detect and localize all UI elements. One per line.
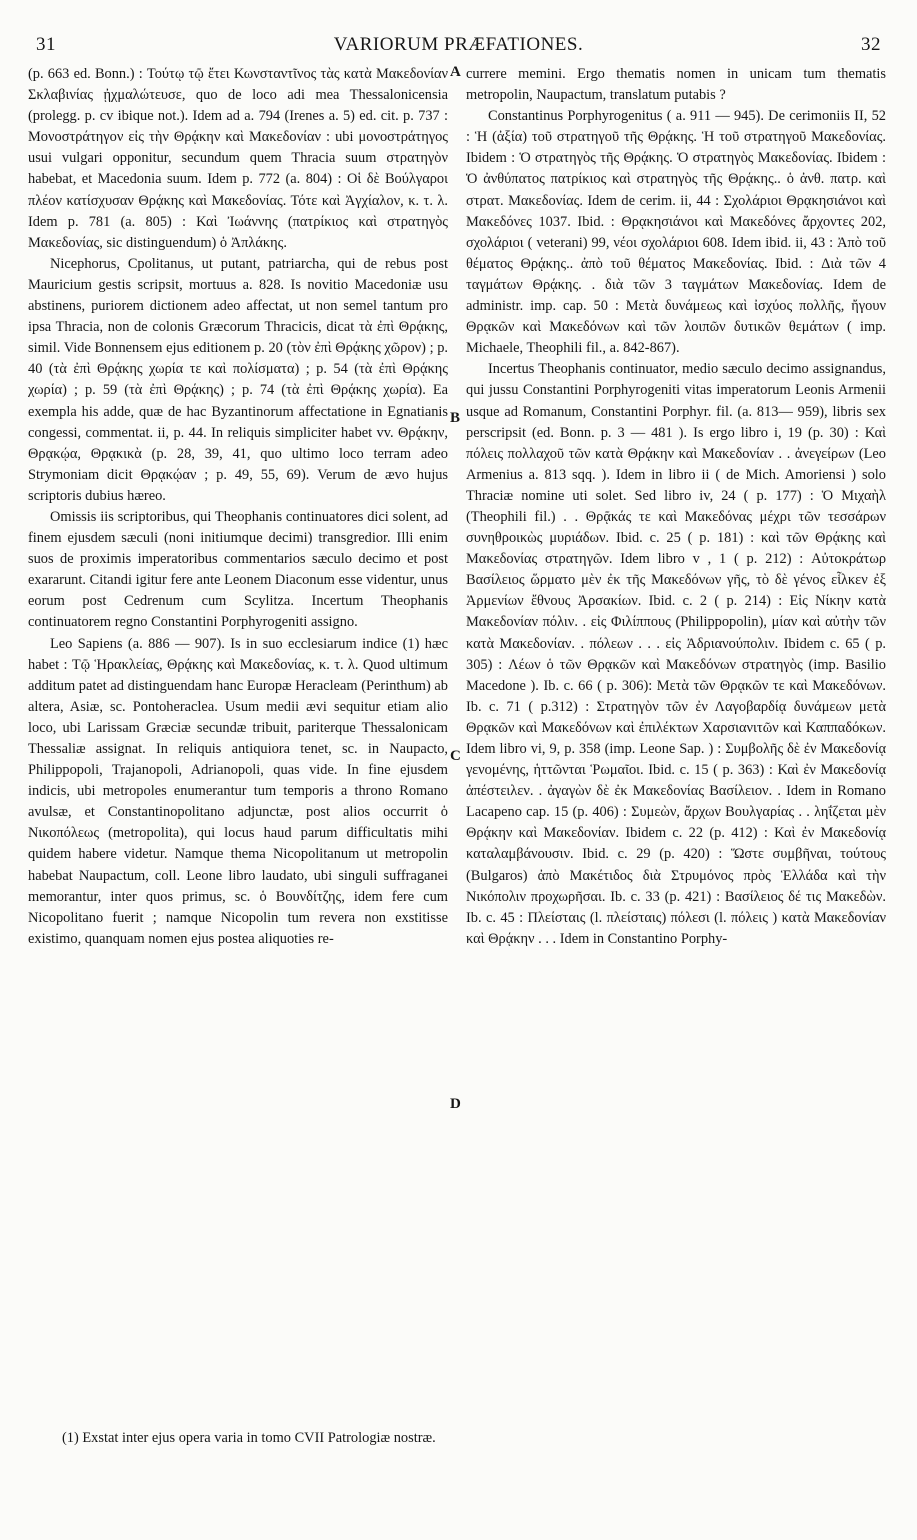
running-title: VARIORUM PRÆFATIONES. (333, 34, 584, 55)
paragraph: Constantinus Porphyrogenitus ( a. 911 — 945). De cerimoniis II, 52 : Ἡ (ἀξία) τοῦ στρατηγοῦ τῆς Θρᾴκης. Ἡ τοῦ στρατηγοῦ Μακεδονίας. Ibidem : Ὁ στρατηγὸς τῆς Θρᾴκης. Ὁ στρατηγὸς Μακεδονίας. Ibidem : Ὁ ἀνθύπατος πατρίκιος καὶ στρατηγὸς τῆς Θρᾴκης.. ὁ ἀνθ. πατρ. καὶ στρατ. Μακεδονίας. Idem de cerim. ii, 44 : Σχολάριοι Θρᾳκησιάνοι καὶ Μακεδόνες 1037. Ibid. : Θρᾳκησιάνοι καὶ Μακεδόνες ἄρχοντες 202, σχολάριοι ( veterani) 99, νέοι σχολάριοι 608. Idem ibid. ii, 43 : Ἀπὸ τοῦ θέματος Θρᾴκης.. ἀπὸ τοῦ θέματος Μακεδονίας. Ibid. : Διὰ τῶν 4 ταγμάτων Θρᾴκης. . διὰ τῶν 3 ταγμάτων Μακεδονίας. Idem de administr. imp. cap. 50 : Μετὰ δυνάμεως καὶ ἰσχύος πολλῆς, ἤγουν Θρᾳκῶν καὶ Μακεδόνων καὶ τῶν λοιπῶν δυτικῶν θεμάτων ( imp. Michaele, Theophili fil., a. 842-867). (466, 108, 886, 357)
page-header (36, 34, 881, 60)
margin-marker-c: C (450, 748, 461, 764)
page-number-left: 31 (36, 34, 56, 55)
margin-marker-b: B (450, 410, 461, 426)
page-number-right: 32 (861, 34, 881, 55)
paragraph: Incertus Theophanis continuator, medio sæculo decimo assignandus, qui jussu Constantini Porphyrogeniti vitas imperatorum Leonis Armenii usque ad Romanum, Constantini Porphyr. fil. (a. 813— 959), libris sex perscripsit (ed. Bonn. p. 3 — 481 ). Is ergo libro i, 19 (p. 30) : Καὶ πόλεις πολλαχοῦ τῶν κατὰ Θρᾴκην καὶ Μακεδονίαν . . ἀνεγείρων (Leo Armenius a. 813 sqq. ). Idem in libro ii ( de Mich. Amoriensi ) solo Thraciæ nomine uti solet. Sed libro iv, 24 ( p. 177) : Ὁ Μιχαὴλ (Theophili fil.) . . Θρᾷκάς τε καὶ Μακεδόνας μέχρι τῶν τεσσάρων συνηθροικὼς μυριάδων. Ibid. c. 25 ( p. 181) : καὶ τῶν Θρᾴκης καὶ Μακεδονίας στρατηγῶν. Idem libro v , 1 ( p. 212) : Αὐτοκράτωρ Βασίλειος ὥρματο μὲν ἐκ τῆς Μακεδόνων γῆς, τὸ δὲ γένος εἷλκεν ἐξ Ἀρμενίων ἔθνους Ἀρσακίων. Ibid. c. 2 ( p. 214) : Εἰς Νίκην κατὰ Μακεδονίαν πόλιν. . εἰς Φιλίππους (Philippopolin), μίαν καὶ αὐτὴν τῶν κατὰ Μακεδονίαν. . πόλεων . . . εἰς Ἀδριανούπολιν. Ibidem c. 65 ( p. 305) : Λέων ὁ τῶν Θρᾳκῶν καὶ Μακεδόνων στρατηγὸς (imp. Basilio Macedone ). Ib. c. 66 ( p. 306): Μετὰ τῶν Θρᾳκῶν τε καὶ Μακεδόνων. Ib. c. 71 ( p.312) : Στρατηγὸν τῶν ἐν Λαγοβαρδίᾳ δυνάμεων μετὰ Θρᾳκῶν καὶ Μακεδόνων καὶ ἐπιλέκτων Χαρσιανιτῶν καὶ Καππαδόκων. Idem libro vi, 9, p. 358 (imp. Leone Sap. ) : Συμβολῆς δὲ ἐν Μακεδονίᾳ γενομένης, ἡττῶνται Ῥωμαῖοι. Ibid. c. 15 ( p. 363) : Καὶ ἐν Μακεδονίᾳ ἀπέστειλεν. . ἀγαγὼν δὲ ἐκ Μακεδονίας Βασίλειον. . Idem in Romano Lacapeno cap. 15 (p. 406) : Συμεὼν, ἄρχων Βουλγαρίας . . ληΐζεται μὲν Θρᾴκην καὶ Μακεδονίαν. Ibidem c. 22 (p. 412) : Καὶ ἐν Μακεδονίᾳ καταλαμβάνουσιν. Ibid. c. 29 (p. 420) : Ὥστε συμβῆναι, τούτους (Bulgaros) ἀπὸ Μακέτιδος διὰ Στρυμόνος πρὸς Ἑλλάδα καὶ τὴν Νικόπολιν προχωρῆσαι. Ib. c. 33 (p. 421) : Βασίλειος δέ τις Μακεδὼν. Ib. c. 45 : Πλείσταις (l. πλείσταις) πόλεσι (l. πόλεις ) κατὰ Μακεδονίαν καὶ Θρᾴκην . . . Idem in Constantino Porphy- (466, 361, 886, 947)
paragraph: Leo Sapiens (a. 886 — 907). Is in suo ecclesiarum indice (1) hæc habet : Τῷ Ἡρακλείας, Θρᾴκης καὶ Μακεδονίας, κ. τ. λ. Quod ultimum additum patet ad distinguendam hanc Europæ Heracleam (Perinthum) ab altera, Asiæ, sc. Pontoheraclea. Usum medii ævi sequitur etiam alio loco, ubi Larissam Græciæ secundæ tribuit, pariterque Thessalonicam Thessaliæ assignat. In reliquis antiquiora tenet, sc. in Naupacto, Philippopoli, Trajanopoli, Adrianopoli, quas vide. In fine ejusdem indicis, ubi metropoles enumerantur tum temporis a throno Romano avulsæ, et Constantinopolitano adjunctæ, post alios occurrit ὁ Νικοπόλεως (metropolita), qui locus haud parum difficultatis mihi quidem habere videtur. Namque thema Nicopolitanum ut metropolin habebat Naupactum, coll. Leone libro laudato, ubi singuli suffraganei memorantur, inter quos primus, sc. ὁ Βουνδίτζης, idem fere cum Nicopolitano fuerit ; namque Nicopolin tum revera non exstitisse existimo, quanquam nomen ejus postea aliquoties re- (28, 635, 448, 947)
footnote: (1) Exstat inter ejus opera varia in tomo CVII Patrologiæ nostræ. (62, 1430, 436, 1446)
paragraph: Omissis iis scriptoribus, qui Theophanis continuatores dici solent, ad finem ejusdem sæculi (noni initiumque decimi) transgredior. Illi enim suos de proximis imperatoribus commentarios sæculo decimo et post exararunt. Citandi igitur fere ante Leonem Diaconum esse videntur, unus eorum post Cedrenum cum Scylitza. Incertum Theophanis continuatorem regno Constantini Porphyrogeniti assigno. (28, 508, 448, 631)
left-column (28, 64, 448, 950)
paragraph: (p. 663 ed. Bonn.) : Τούτῳ τῷ ἔτει Κωνσταντῖνος τὰς κατὰ Μακεδονίαν Σκλαβινίας ᾐχμαλώτευσε, quo de loco adi mea Thessalonicensia (prolegg. p. cv ibique not.). Idem ad a. 794 (Irenes a. 5) ed. cit. p. 737 : Μονοστράτηγον εἰς τὴν Θρᾴκην καὶ Μακεδονίαν : ubi μονοστράτηγος usui vulgari opponitur, secundum quem Thracia suum στρατηγὸν habebat, et Macedonia suum. Idem p. 772 (a. 804) : Οἱ δὲ Βούλγαροι πλέον κατίσχυσαν Θρᾴκης καὶ Μακεδονίας. Τότε καὶ Ἀγχίαλον, κ. τ. λ. Idem p. 781 (a. 805) : Καὶ Ἰωάννης (πατρίκιος καὶ στρατηγὸς Μακεδονίας, sic distinguendum) ὁ Ἀπλάκης. (28, 66, 448, 251)
paragraph: currere memini. Ergo thematis nomen in unicam tum thematis metropolin, Naupactum, translatum putabis ? (466, 66, 886, 104)
margin-marker-d: D (450, 1096, 461, 1112)
margin-marker-a: A (450, 64, 461, 80)
right-column (466, 64, 886, 950)
paragraph: Nicephorus, Cpolitanus, ut putant, patriarcha, qui de rebus post Mauricium gestis scripsit, mortuus a. 828. Is novitio Macedoniæ usu abstinens, puriorem dictionem adeo affectat, ut non semel tantum pro ipsa Thracia, non de colonis Græcorum Thracicis, dicat τὰ ἐπὶ Θρᾴκης, simil. Vide Bonnensem ejus editionem p. 20 (τὸν ἐπὶ Θρᾴκης χῶρον) ; p. 40 (τὰ ἐπὶ Θρᾴκης χωρία τε καὶ πολίσματα) ; p. 54 (τὰ ἐπὶ Θρᾴκης χωρία) ; p. 59 (τὰ ἐπὶ Θρᾴκης) ; p. 74 (τὰ ἐπὶ Θρᾴκης χωρία). Ea exempla his adde, quæ de hac Byzantinorum affectatione in Egnatianis congessi, commentat. ii, p. 44. In reliquis simpliciter habet vv. Θρᾴκην, Θρᾳκῴα, Θρᾳκικὰ (p. 28, 39, 41, quo ultimo loco terram adeo Strymoniam dicit Θρᾳκῴαν ; p. 49, 55, 69). Verum de ævo hujus scriptoris dubius hæreo. (28, 255, 448, 504)
